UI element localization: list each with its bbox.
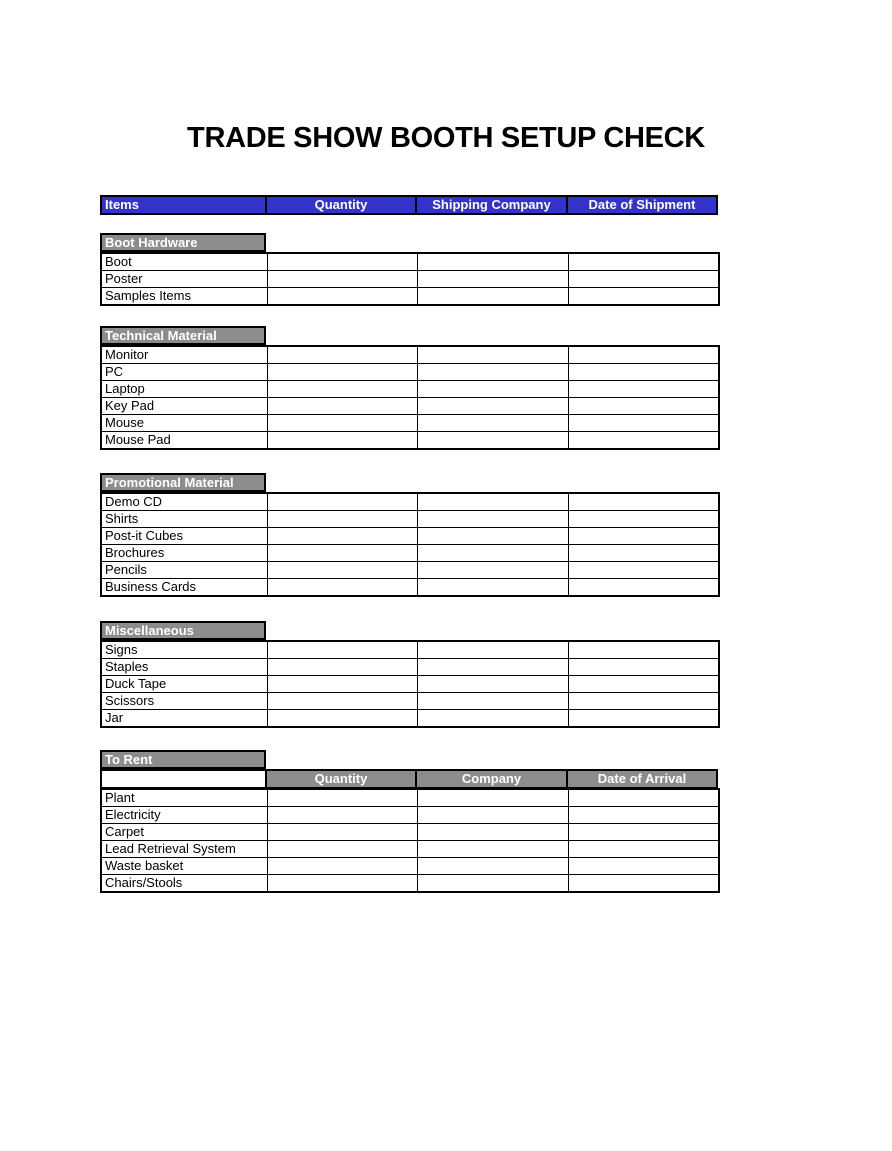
table-row	[101, 398, 719, 415]
quantity-cell[interactable]	[267, 693, 417, 710]
quantity-cell[interactable]	[267, 432, 417, 450]
quantity-cell[interactable]	[267, 288, 417, 306]
date-cell[interactable]	[568, 545, 719, 562]
section-label-promotional-material: Promotional Material	[100, 473, 266, 492]
date-cell[interactable]	[568, 253, 719, 271]
section-label-boot-hardware: Boot Hardware	[100, 233, 266, 252]
item-label: Demo CD	[101, 493, 267, 511]
date-cell[interactable]	[568, 875, 719, 893]
item-label: Pencils	[101, 562, 267, 579]
item-label: Scissors	[101, 693, 267, 710]
section-table-promotional-material	[100, 492, 720, 597]
date-cell[interactable]	[568, 493, 719, 511]
table-row	[101, 710, 719, 728]
section-table-miscellaneous	[100, 640, 720, 728]
section-table-to-rent	[100, 788, 720, 893]
company-cell[interactable]	[417, 858, 568, 875]
section-table-boot-hardware	[100, 252, 720, 306]
header-date-of-shipment: Date of Shipment	[567, 195, 718, 215]
shipping-company-cell[interactable]	[417, 493, 568, 511]
shipping-company-cell[interactable]	[417, 381, 568, 398]
quantity-cell[interactable]	[267, 710, 417, 728]
item-label: Signs	[101, 641, 267, 659]
table-row	[101, 381, 719, 398]
header-shipping-company: Shipping Company	[416, 195, 567, 215]
table-row	[101, 841, 719, 858]
date-cell[interactable]	[568, 528, 719, 545]
table-row	[101, 528, 719, 545]
table-row	[101, 807, 719, 824]
date-cell[interactable]	[568, 710, 719, 728]
header-quantity: Quantity	[266, 195, 416, 215]
shipping-company-cell[interactable]	[417, 511, 568, 528]
quantity-cell[interactable]	[267, 641, 417, 659]
item-label: Shirts	[101, 511, 267, 528]
company-cell[interactable]	[417, 807, 568, 824]
rent-header-blank	[100, 769, 266, 789]
date-cell[interactable]	[568, 271, 719, 288]
date-cell[interactable]	[568, 676, 719, 693]
quantity-cell[interactable]	[267, 579, 417, 597]
quantity-cell[interactable]	[267, 875, 417, 893]
section-label-technical-material: Technical Material	[100, 326, 266, 345]
item-label: Jar	[101, 710, 267, 728]
date-cell[interactable]	[568, 807, 719, 824]
table-row	[101, 789, 719, 807]
table-row	[101, 364, 719, 381]
quantity-cell[interactable]	[267, 415, 417, 432]
quantity-cell[interactable]	[267, 511, 417, 528]
quantity-cell[interactable]	[267, 346, 417, 364]
date-cell[interactable]	[568, 841, 719, 858]
column-header-bar	[100, 195, 718, 215]
date-cell[interactable]	[568, 659, 719, 676]
table-row	[101, 271, 719, 288]
date-cell[interactable]	[568, 432, 719, 450]
quantity-cell[interactable]	[267, 659, 417, 676]
table-row	[101, 432, 719, 450]
table-row	[101, 562, 719, 579]
table-row	[101, 511, 719, 528]
date-cell[interactable]	[568, 346, 719, 364]
quantity-cell[interactable]	[267, 807, 417, 824]
item-label: Waste basket	[101, 858, 267, 875]
shipping-company-cell[interactable]	[417, 398, 568, 415]
quantity-cell[interactable]	[267, 841, 417, 858]
table-row	[101, 579, 719, 597]
date-cell[interactable]	[568, 511, 719, 528]
quantity-cell[interactable]	[267, 381, 417, 398]
quantity-cell[interactable]	[267, 824, 417, 841]
item-label: Post-it Cubes	[101, 528, 267, 545]
shipping-company-cell[interactable]	[417, 545, 568, 562]
header-items: Items	[100, 195, 266, 215]
quantity-cell[interactable]	[267, 562, 417, 579]
table-row	[101, 288, 719, 306]
item-label: Mouse Pad	[101, 432, 267, 450]
table-row	[101, 641, 719, 659]
date-cell[interactable]	[568, 562, 719, 579]
table-row	[101, 253, 719, 271]
shipping-company-cell[interactable]	[417, 562, 568, 579]
item-label: Laptop	[101, 381, 267, 398]
date-cell[interactable]	[568, 824, 719, 841]
quantity-cell[interactable]	[267, 364, 417, 381]
item-label: Samples Items	[101, 288, 267, 306]
shipping-company-cell[interactable]	[417, 271, 568, 288]
table-row	[101, 875, 719, 893]
item-label: Plant	[101, 789, 267, 807]
item-label: Brochures	[101, 545, 267, 562]
shipping-company-cell[interactable]	[417, 432, 568, 450]
date-cell[interactable]	[568, 398, 719, 415]
shipping-company-cell[interactable]	[417, 528, 568, 545]
table-row	[101, 493, 719, 511]
item-label: PC	[101, 364, 267, 381]
date-cell[interactable]	[568, 693, 719, 710]
table-row	[101, 824, 719, 841]
date-cell[interactable]	[568, 364, 719, 381]
quantity-cell[interactable]	[267, 858, 417, 875]
company-cell[interactable]	[417, 875, 568, 893]
shipping-company-cell[interactable]	[417, 659, 568, 676]
item-label: Mouse	[101, 415, 267, 432]
quantity-cell[interactable]	[267, 789, 417, 807]
rent-header-date-of-arrival: Date of Arrival	[567, 769, 718, 789]
item-label: Boot	[101, 253, 267, 271]
item-label: Key Pad	[101, 398, 267, 415]
quantity-cell[interactable]	[267, 545, 417, 562]
rent-header-quantity: Quantity	[266, 769, 416, 789]
table-row	[101, 346, 719, 364]
date-cell[interactable]	[568, 641, 719, 659]
date-cell[interactable]	[568, 381, 719, 398]
table-row	[101, 415, 719, 432]
date-cell[interactable]	[568, 789, 719, 807]
item-label: Lead Retrieval System	[101, 841, 267, 858]
section-label-to-rent: To Rent	[100, 750, 266, 769]
item-label: Carpet	[101, 824, 267, 841]
rent-header-company: Company	[416, 769, 567, 789]
date-cell[interactable]	[568, 579, 719, 597]
item-label: Electricity	[101, 807, 267, 824]
quantity-cell[interactable]	[267, 676, 417, 693]
quantity-cell[interactable]	[267, 271, 417, 288]
item-label: Monitor	[101, 346, 267, 364]
date-cell[interactable]	[568, 415, 719, 432]
company-cell[interactable]	[417, 789, 568, 807]
shipping-company-cell[interactable]	[417, 579, 568, 597]
shipping-company-cell[interactable]	[417, 415, 568, 432]
item-label: Duck Tape	[101, 676, 267, 693]
page-title: TRADE SHOW BOOTH SETUP CHECK	[187, 122, 705, 154]
item-label: Poster	[101, 271, 267, 288]
section-table-technical-material	[100, 345, 720, 450]
date-cell[interactable]	[568, 858, 719, 875]
date-cell[interactable]	[568, 288, 719, 306]
table-row	[101, 858, 719, 875]
item-label: Staples	[101, 659, 267, 676]
table-row	[101, 545, 719, 562]
quantity-cell[interactable]	[267, 493, 417, 511]
shipping-company-cell[interactable]	[417, 364, 568, 381]
item-label: Chairs/Stools	[101, 875, 267, 893]
shipping-company-cell[interactable]	[417, 253, 568, 271]
company-cell[interactable]	[417, 824, 568, 841]
item-label: Business Cards	[101, 579, 267, 597]
shipping-company-cell[interactable]	[417, 693, 568, 710]
quantity-cell[interactable]	[267, 398, 417, 415]
section-label-miscellaneous: Miscellaneous	[100, 621, 266, 640]
quantity-cell[interactable]	[267, 253, 417, 271]
shipping-company-cell[interactable]	[417, 710, 568, 728]
rent-column-header-bar	[100, 769, 718, 789]
shipping-company-cell[interactable]	[417, 676, 568, 693]
table-row	[101, 659, 719, 676]
shipping-company-cell[interactable]	[417, 641, 568, 659]
company-cell[interactable]	[417, 841, 568, 858]
quantity-cell[interactable]	[267, 528, 417, 545]
shipping-company-cell[interactable]	[417, 288, 568, 306]
shipping-company-cell[interactable]	[417, 346, 568, 364]
table-row	[101, 676, 719, 693]
table-row	[101, 693, 719, 710]
